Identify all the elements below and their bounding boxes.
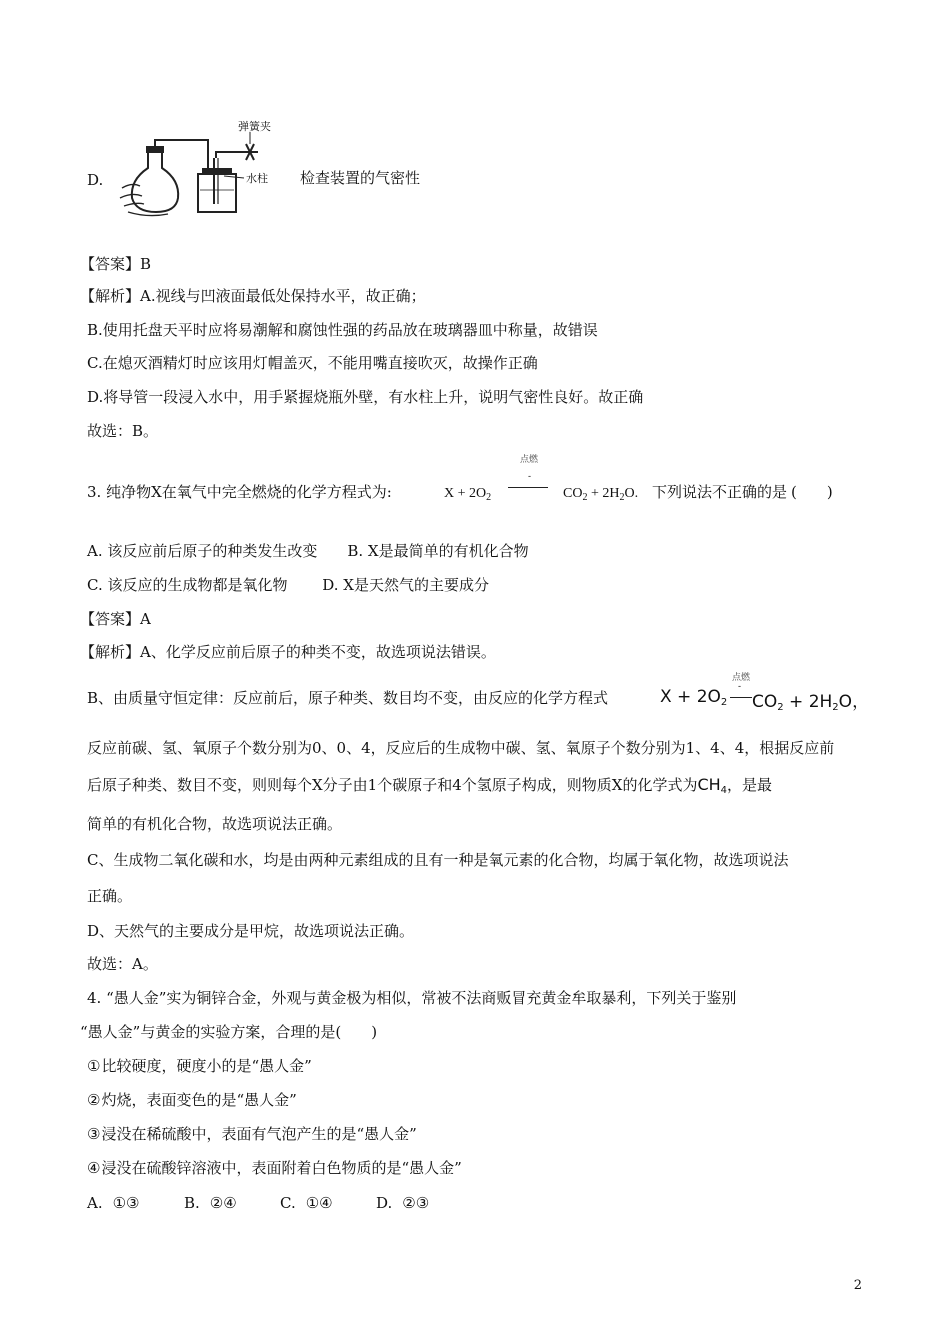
q2-analysis-a: 【解析】A.视线与凹液面最低处保持水平，故正确； [80,287,426,305]
q3-eq2-arrow-line [730,697,752,698]
q3-eq-arrow-line [508,487,548,488]
option-d-text: 检查装置的气密性 [300,169,421,187]
q4-item-3: ③浸没在稀硫酸中，表面有气泡产生的是“愚人金” [87,1125,417,1143]
q3-stem [87,482,392,502]
q3-eq-condition: 点燃 [520,455,539,465]
q4-item-4: ④浸没在硫酸锌溶液中，表面附着白色物质的是“愚人金” [87,1159,462,1177]
clamp-label: 弹簧夹 [238,120,271,133]
q3-eq2-condition: 点燃 [732,673,751,683]
q4-choice-a: A. ①③ [87,1194,140,1212]
q3-analysis-c-line1: C、生成物二氧化碳和水，均是由两种元素组成的且有一种是氧元素的化合物，均属于氧化物，故选项说法 [87,851,789,869]
page-number: 2 [853,1278,862,1293]
q2-analysis-d: D.将导管一段浸入水中，用手紧握烧瓶外壁，有水柱上升，说明气密性良好。故正确 [87,388,644,406]
q3-eq2-right: $CO_2 + 2H_2O$， [752,692,870,713]
q3-eq-right: $CO_2 + 2H_2O$. [563,486,639,503]
q3-stem-pre: 3. 纯净物X在氧气中完全燃烧的化学方程式为: [87,483,392,501]
airtightness-apparatus-figure [118,118,298,218]
q2-analysis-b: B.使用托盘天平时应将易潮解和腐蚀性强的药品放在玻璃器皿中称量，故错误 [87,321,598,339]
q3-analysis-b-line3: 后原子种类、数目不变，则则每个X分子由1个碳原子和4个氢原子构成，则物质X的化学式为$CH_4$，是最 [87,775,773,796]
q3-analysis-b-line2: 反应前碳、氢、氧原子个数分别为0、0、4，反应后的生成物中碳、氢、氧原子个数分别为1、4、4，根据反应前 [87,739,835,757]
q4-choice-d: D. ②③ [376,1194,430,1212]
q3-stem-post: 下列说法不正确的是 ( ) [652,483,833,501]
q3-analysis-c-line2: 正确。 [87,887,133,905]
q4-item-2: ②灼烧，表面变色的是“愚人金” [87,1091,297,1109]
water-column-label: 水柱 [246,172,268,185]
q3-eq-left: $X + 2O_2$ [444,486,492,503]
q4-choice-b: B. ②④ [184,1194,237,1212]
q3-eq2-left: $X + 2O_2$ [660,687,728,708]
option-d-letter: D. [87,171,104,189]
q3-eq2-dash: - [738,682,742,692]
q4-stem-line2: “愚人金”与黄金的实验方案，合理的是( ) [80,1023,378,1041]
q3-analysis-d: D、天然气的主要成分是甲烷，故选项说法正确。 [87,922,415,940]
q2-analysis-c: C.在熄灭酒精灯时应该用灯帽盖灭，不能用嘴直接吹灭，故操作正确 [87,354,538,372]
q2-conclusion: 故选：B。 [87,422,159,440]
q4-choice-c: C. ①④ [280,1194,333,1212]
q2-answer: 【答案】B [80,255,152,273]
q3-analysis-a: 【解析】A、化学反应前后原子的种类不变，故选项说法错误。 [80,643,496,661]
q3-options-ab: A. 该反应前后原子的种类发生改变 B. X是最简单的有机化合物 [87,542,529,560]
q4-item-1: ①比较硬度，硬度小的是“愚人金” [87,1057,312,1075]
q3-analysis-b-line4: 简单的有机化合物，故选项说法正确。 [87,815,343,833]
q3-eq-dash: - [528,472,532,482]
q3-options-cd: C. 该反应的生成物都是氧化物 D. X是天然气的主要成分 [87,576,489,594]
q3-analysis-b-pre: B、由质量守恒定律：反应前后，原子种类、数目均不变，由反应的化学方程式 [87,689,609,707]
q3-conclusion: 故选：A。 [87,955,158,973]
q3-answer: 【答案】A [80,610,151,628]
q4-stem-line1: 4. “愚人金”实为铜锌合金，外观与黄金极为相似，常被不法商贩冒充黄金牟取暴利，下列关于鉴别 [87,989,737,1007]
